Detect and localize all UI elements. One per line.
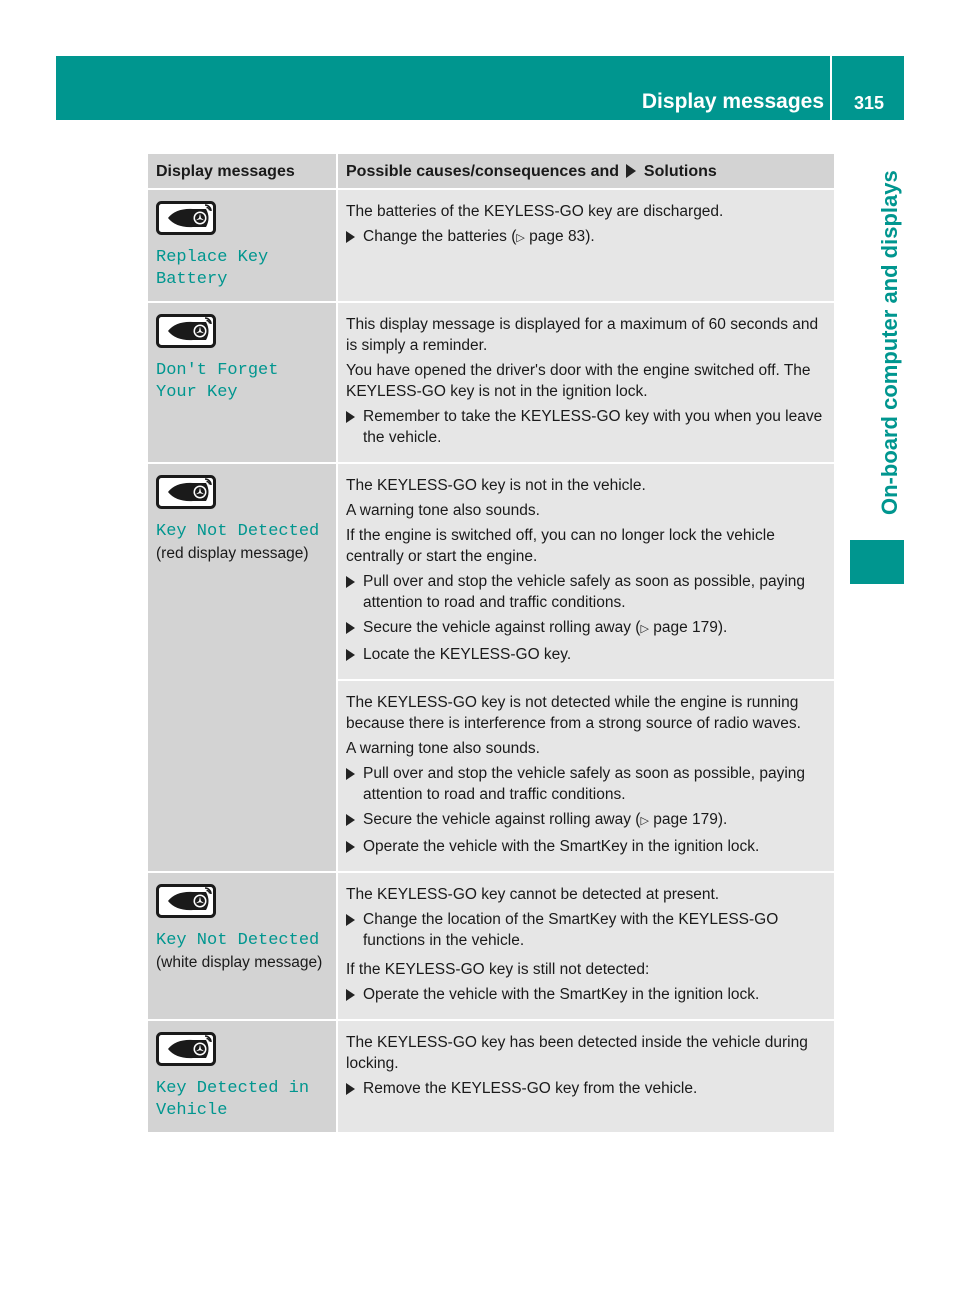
display-messages-table [148, 154, 834, 1134]
causes-solutions-cell [338, 464, 834, 681]
solutions-arrow-icon [626, 164, 636, 178]
cause-text: A warning tone also sounds. [346, 740, 540, 757]
causes-solutions-cell [338, 681, 834, 873]
action-arrow-icon [346, 231, 355, 243]
cause-text: The KEYLESS-GO key cannot be detected at present. [346, 886, 720, 903]
display-message-note: (white display message) [156, 954, 323, 971]
table-row [148, 873, 834, 1021]
solution-step [346, 644, 826, 665]
solution-step [346, 984, 826, 1005]
step-text-end: ). [717, 811, 728, 828]
display-message-text: Key Not Detected [156, 522, 320, 541]
column-header-messages: Display messages [148, 154, 338, 190]
solution-step [346, 226, 826, 249]
action-arrow-icon [346, 649, 355, 661]
table-header-row [148, 154, 834, 190]
step-text: Change the batteries ( [363, 228, 517, 245]
action-arrow-icon [346, 768, 355, 780]
table-row [148, 1021, 834, 1134]
step-text-end: ). [585, 228, 595, 245]
step-text: Locate the KEYLESS-GO key. [363, 646, 572, 663]
display-message-cell [148, 190, 338, 303]
step-text: Remove the KEYLESS-GO key from the vehicle. [363, 1080, 698, 1097]
column-header-causes [338, 154, 834, 190]
step-text: Secure the vehicle against rolling away ( [363, 811, 641, 828]
keyless-go-key-icon [156, 475, 216, 509]
display-message-cell [148, 873, 338, 1021]
page-reference-triangle-icon: ▷ [640, 623, 649, 635]
section-tab-label: On-board computer and displays [877, 170, 902, 515]
table-row [148, 464, 834, 681]
causes-solutions-cell [338, 190, 834, 303]
step-text: Pull over and stop the vehicle safely as soon as possible, paying attention to road and traffic conditions. [363, 573, 806, 611]
cause-text: If the engine is switched off, you can no longer lock the vehicle centrally or start the engine. [346, 527, 775, 565]
action-arrow-icon [346, 989, 355, 1001]
action-arrow-icon [346, 411, 355, 423]
display-message-cell [148, 303, 338, 464]
step-text: Pull over and stop the vehicle safely as soon as possible, paying attention to road and traffic conditions. [363, 765, 806, 803]
solution-step [346, 406, 826, 448]
column-header-solutions-text: Solutions [643, 162, 717, 180]
keyless-go-key-icon [156, 201, 216, 235]
display-message-text: Replace Key Battery [156, 248, 269, 289]
display-message-text: Don't Forget Your Key [156, 361, 279, 402]
display-message-text: Key Detected in Vehicle [156, 1079, 310, 1120]
cause-text: The KEYLESS-GO key has been detected inside the vehicle during locking. [346, 1034, 808, 1072]
action-arrow-icon [346, 841, 355, 853]
solution-step [346, 1078, 826, 1099]
section-tab-marker [850, 540, 904, 584]
step-text: Operate the vehicle with the SmartKey in the ignition lock. [363, 838, 760, 855]
solution-step [346, 571, 826, 613]
causes-solutions-cell [338, 303, 834, 464]
page-number: 315 [853, 93, 885, 113]
table-row [148, 303, 834, 464]
action-arrow-icon [346, 622, 355, 634]
page-reference-triangle-icon: ▷ [516, 232, 525, 244]
page-title: Display messages [641, 90, 824, 113]
causes-solutions-cell [338, 873, 834, 1021]
display-message-cell [148, 464, 338, 873]
step-text: Secure the vehicle against rolling away ( [363, 619, 641, 636]
step-text-end: ). [717, 619, 728, 636]
solution-step [346, 836, 826, 857]
column-header-causes-text: Possible causes/consequences and [346, 162, 620, 180]
page-reference-triangle-icon: ▷ [640, 815, 649, 827]
step-text: Change the location of the SmartKey with the KEYLESS-GO functions in the vehicle. [363, 911, 779, 949]
action-arrow-icon [346, 576, 355, 588]
cause-text: The KEYLESS-GO key is not in the vehicle. [346, 477, 646, 494]
solution-step [346, 809, 826, 832]
keyless-go-key-icon [156, 884, 216, 918]
solution-step [346, 617, 826, 640]
cause-text: The batteries of the KEYLESS-GO key are discharged. [346, 203, 724, 220]
step-text: Remember to take the KEYLESS-GO key with you when you leave the vehicle. [363, 408, 823, 446]
display-message-text: Key Not Detected [156, 931, 320, 950]
cause-text: This display message is displayed for a maximum of 60 seconds and is simply a reminder. [346, 316, 819, 354]
page-reference-link[interactable]: page 83 [524, 228, 586, 245]
step-text: Operate the vehicle with the SmartKey in the ignition lock. [363, 986, 760, 1003]
solution-step [346, 763, 826, 805]
header-divider [830, 56, 832, 120]
action-arrow-icon [346, 1083, 355, 1095]
cause-text: If the KEYLESS-GO key is still not detected: [346, 961, 650, 978]
header-bar [56, 56, 904, 120]
table-row [148, 190, 834, 303]
page-reference-link[interactable]: page 179 [648, 811, 718, 828]
cause-text: The KEYLESS-GO key is not detected while the engine is running because there is interference from a strong source of radio waves. [346, 694, 801, 732]
causes-solutions-cell [338, 1021, 834, 1134]
cause-text: A warning tone also sounds. [346, 502, 540, 519]
cause-text: You have opened the driver's door with the engine switched off. The KEYLESS-GO key is not in the ignition lock. [346, 362, 811, 400]
action-arrow-icon [346, 914, 355, 926]
keyless-go-key-icon [156, 314, 216, 348]
action-arrow-icon [346, 814, 355, 826]
display-message-note: (red display message) [156, 545, 309, 562]
keyless-go-key-icon [156, 1032, 216, 1066]
page-reference-link[interactable]: page 179 [648, 619, 718, 636]
solution-step [346, 909, 826, 951]
display-message-cell [148, 1021, 338, 1134]
